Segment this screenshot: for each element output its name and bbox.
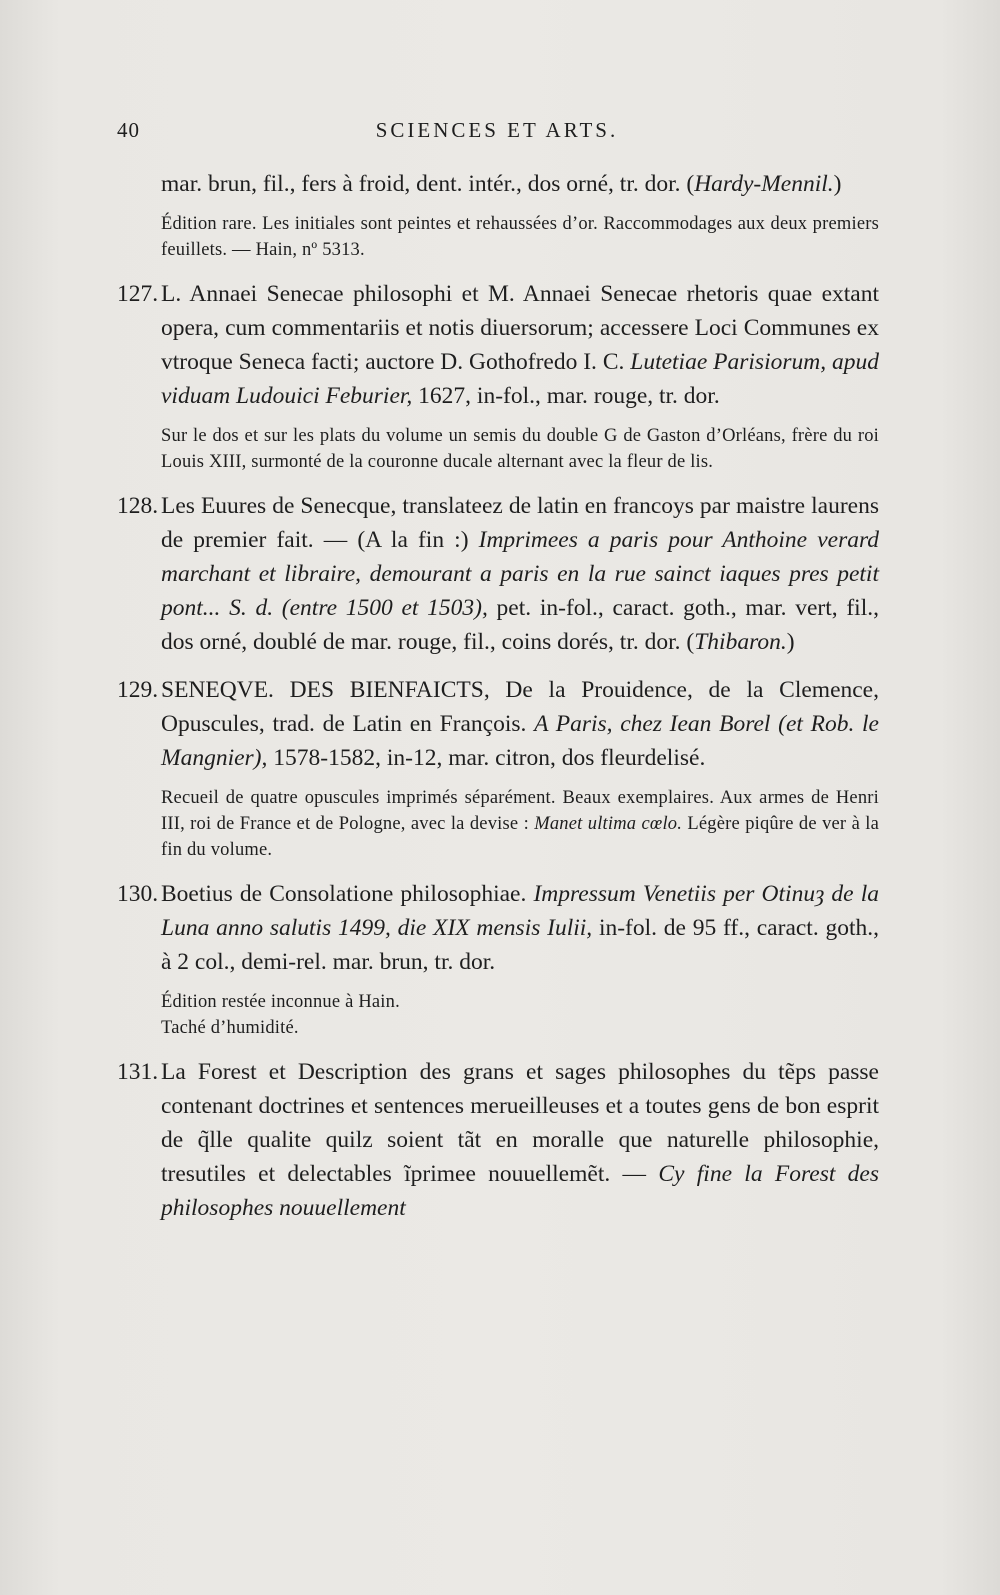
page-header (117, 118, 877, 148)
entry-127: 127. L. Annaei Senecae philosophi et M. Annaei Senecae rhetoris quae extant opera, cum commentariis et notis diuersorum; accessere Loci Communes ex vtroque Seneca facti; auctore D. Gothofredo I. C. Lutetiae Parisiorum, apud viduam Ludouici Feburier, 1627, in-fol., mar. rouge, tr. dor. (117, 277, 879, 413)
entry-127-note: Sur le dos et sur les plats du volume un semis du double G de Gaston d’Orléans, frère du roi Louis XIII, surmonté de la couronne ducale alternant avec la fleur de lis. (161, 426, 879, 472)
imprint: Imprimees a paris pour Anthoine verard marchant et libraire, demourant a paris en la rue sainct iaques pres petit pont... S. d. (entre 1500 et 1503), (161, 527, 879, 621)
continuation-text: mar. brun, fil., fers à froid, dent. intér., dos orné, tr. dor. (Hardy-Mennil.) (161, 171, 842, 197)
entry-number: 130. (117, 881, 159, 907)
entry-130-note (117, 989, 879, 1041)
page-body (117, 168, 879, 1225)
page-number: 40 (117, 118, 140, 142)
entry-131: 131. La Forest et Description des grans et sages philosophes du tẽps passe contenant doctrines et sentences merueilleuses et a toutes gens de bon esprit de q̃lle qualite quilz soient tãt en moralle que naturelle philosophie, tresutiles et delectables ĩprimee nouuellemẽt. — Cy fine la Forest des philosophes nouuellement (117, 1055, 879, 1225)
entry-number: 128. (117, 493, 159, 519)
entry-130: 130. Boetius de Consolatione philosophiae. Impressum Venetiis per Otinuȝ de la Luna anno salutis 1499, die XIX mensis Iulii, in-fol. de 95 ff., caract. goth., à 2 col., demi-rel. mar. brun, tr. dor. (117, 877, 879, 979)
continuation-note: Édition rare. Les initiales sont peintes et rehaussées d’or. Raccommodages aux deux premiers feuillets. — Hain, nº 5313. (161, 214, 879, 260)
entry-number: 127. (117, 281, 159, 307)
imprint: Lutetiae Parisiorum, apud viduam Ludouici Feburier, (161, 349, 879, 409)
imprint: A Paris, chez Iean Borel (et Rob. le Mangnier), (161, 711, 879, 771)
entry-128: 128. Les Euures de Senecque, translateez de latin en francoys par maistre laurens de premier fait. — (A la fin :) Imprimees a paris pour Anthoine verard marchant et libraire, demourant a paris en la rue sainct iaques pres petit pont... S. d. (entre 1500 et 1503), pet. in-fol., caract. goth., mar. vert, fil., dos orné, doublé de mar. rouge, fil., coins dorés, tr. dor. (Thibaron.) (117, 489, 879, 659)
binder-name: Hardy-Mennil. (694, 171, 834, 197)
note-line: Taché d’humidité. (161, 1018, 299, 1038)
entry-129: 129. SENEQVE. DES BIENFAICTS, De la Prouidence, de la Clemence, Opuscules, trad. de Latin en François. A Paris, chez Iean Borel (et Rob. le Mangnier), 1578-1582, in-12, mar. citron, dos fleurdelisé. (117, 673, 879, 775)
note-line: Édition restée inconnue à Hain. (161, 992, 400, 1012)
entry-number: 129. (117, 677, 159, 703)
entry-129-note: Recueil de quatre opuscules imprimés séparément. Beaux exemplaires. Aux armes de Henri III, roi de France et de Pologne, avec la devise : Manet ultima cœlo. Légère piqûre de ver à la fin du volume. (161, 788, 880, 860)
imprint: Impressum Venetiis per Otinuȝ de la Luna anno salutis 1499, die XIX mensis Iulii, (161, 881, 879, 941)
motto: Manet ultima cœlo. (534, 814, 683, 834)
imprint: Cy fine la Forest des philosophes nouuellement (161, 1161, 879, 1221)
entry-number: 131. (117, 1059, 159, 1085)
running-title: SCIENCES ET ARTS. (375, 118, 619, 142)
binder-name: Thibaron. (694, 629, 787, 655)
